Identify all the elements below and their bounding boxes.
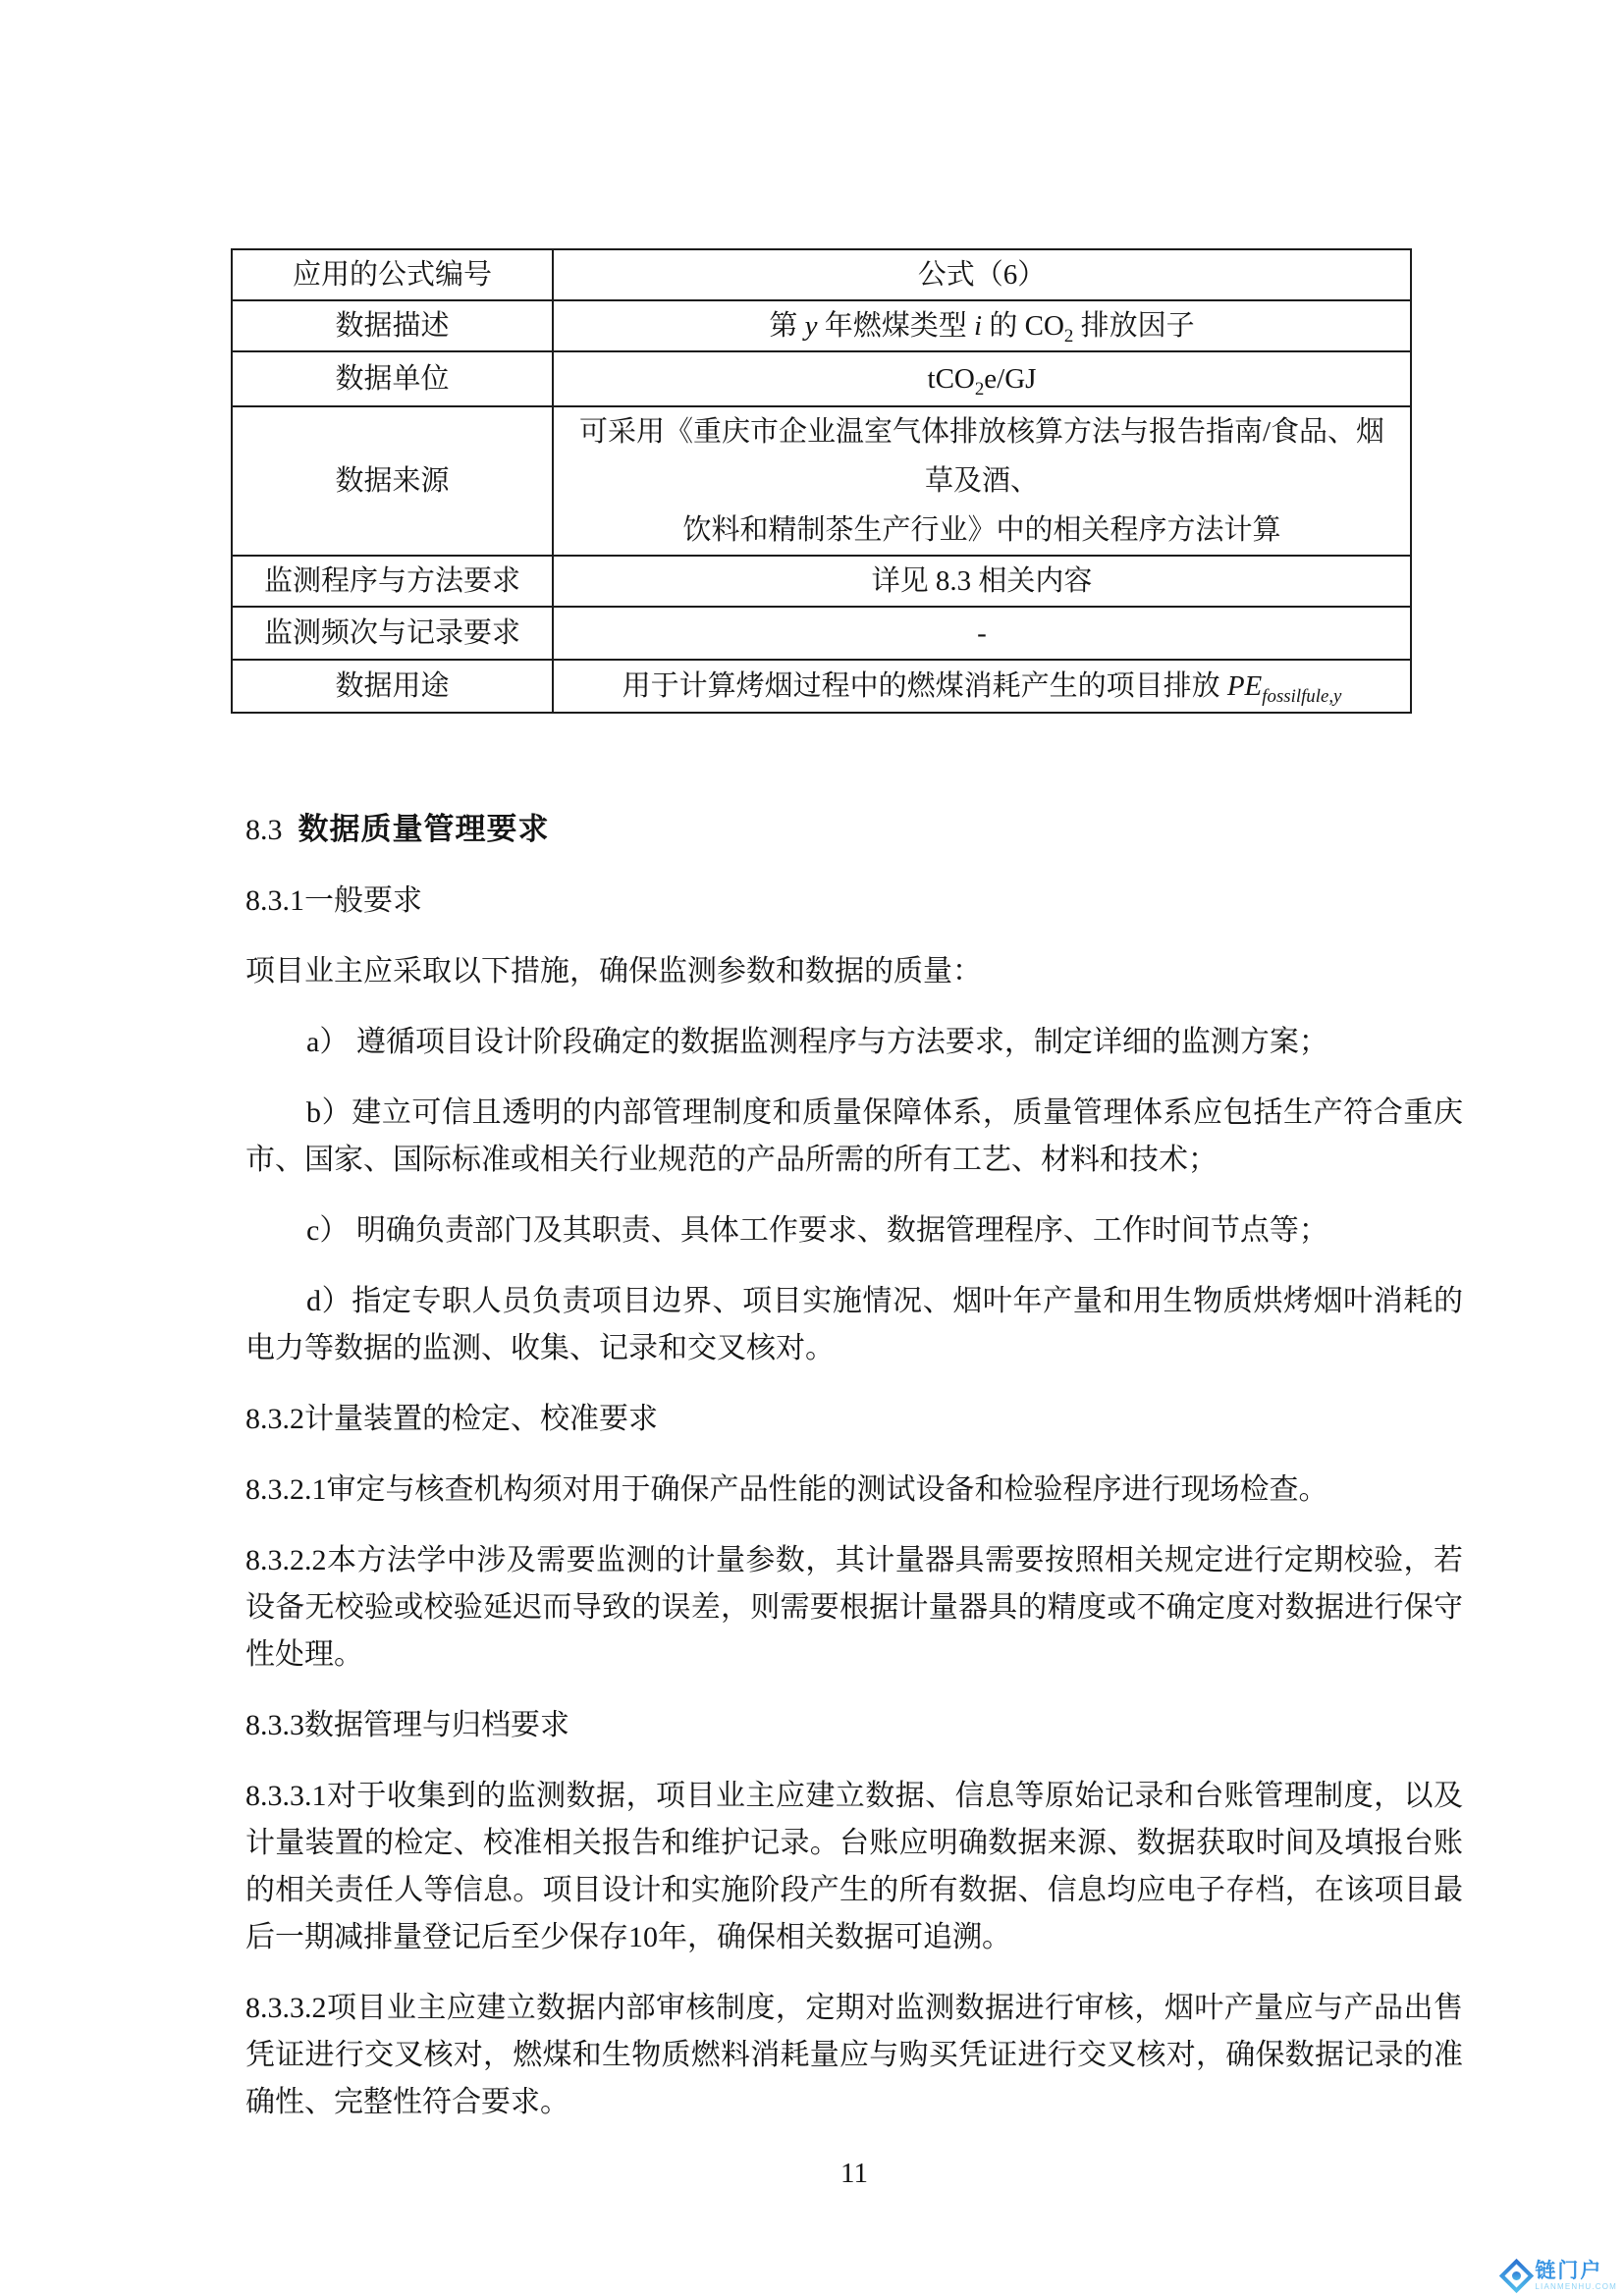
list-item-c: c） 明确负责部门及其职责、具体工作要求、数据管理程序、工作时间节点等； (306, 1214, 1328, 1247)
diamond-logo-icon (1499, 2259, 1534, 2293)
watermark-brand: 链门户 (1535, 2260, 1603, 2282)
variable-i: i (974, 309, 983, 342)
paragraph-8-3-3-2: 8.3.3.2项目业主应建立数据内部审核制度，定期对监测数据进行审核，烟叶产量应与产品出售凭证进行交叉核对，燃煤和生物质燃料消耗量应与购买凭证进行交叉核对，确保数据记录的准确性、完整性符合要求。 (245, 1992, 1463, 2118)
table-row (232, 406, 1411, 556)
table-row (232, 556, 1411, 607)
row-label-cell: 监测程序与方法要求 (232, 556, 553, 607)
subscript: 2 (1063, 325, 1074, 347)
table-row (232, 607, 1411, 660)
section-title: 数据质量管理要求 (298, 812, 550, 846)
paragraph-8-3-2-2: 8.3.2.2本方法学中涉及需要监测的计量参数，其计量器具需要按照相关规定进行定期校验，若设备无校验或校验延迟而导致的误差，则需要根据计量器具的精度或不确定度对数据进行保守性处理。 (245, 1544, 1463, 1671)
text-run: tCO (927, 362, 975, 395)
row-value-cell (553, 351, 1411, 406)
row-label-cell: 数据用途 (232, 660, 553, 713)
row-label-cell: 数据描述 (232, 300, 553, 351)
subscript: fossilfule,y (1262, 685, 1342, 707)
row-value-cell: 详见 8.3 相关内容 (553, 556, 1411, 607)
lianmenhu-watermark (1504, 2261, 1617, 2291)
row-label-cell: 监测频次与记录要求 (232, 607, 553, 660)
row-label-cell: 应用的公式编号 (232, 249, 553, 300)
row-value-cell (553, 660, 1411, 713)
list-item-a: a） 遵循项目设计阶段确定的数据监测程序与方法要求，制定详细的监测方案； (306, 1026, 1328, 1058)
subscript: 2 (974, 378, 985, 400)
paragraph-intro: 项目业主应采取以下措施，确保监测参数和数据的质量： (245, 955, 982, 988)
watermark-domain: LIANMENHU.COM (1535, 2282, 1617, 2291)
text-run: 的 CO (982, 309, 1064, 342)
table-row (232, 351, 1411, 406)
text-run: 第 (769, 309, 805, 342)
text-run: 年燃煤类型 (817, 309, 975, 342)
section-heading-8-3 (245, 806, 1463, 854)
subsection-heading-8-3-3: 8.3.3数据管理与归档要求 (245, 1709, 569, 1741)
row-value-cell (553, 300, 1411, 351)
paragraph-8-3-2-1: 8.3.2.1审定与核查机构须对用于确保产品性能的测试设备和检验程序进行现场检查。 (245, 1473, 1328, 1506)
row-label-cell: 数据单位 (232, 351, 553, 406)
row-value-cell: 公式（6） (553, 249, 1411, 300)
table-row (232, 249, 1411, 300)
list-item-d: d）指定专职人员负责项目边界、项目实施情况、烟叶年产量和用生物质烘烤烟叶消耗的电力等数据的监测、收集、记录和交叉核对。 (245, 1285, 1463, 1364)
row-value-cell (553, 406, 1411, 556)
value-line-1: 可采用《重庆市企业温室气体排放核算方法与报告指南/食品、烟草及酒、 (578, 416, 1385, 497)
row-label-cell: 数据来源 (232, 406, 553, 556)
value-line-2: 饮料和精制茶生产行业》中的相关程序方法计算 (682, 514, 1281, 546)
subsection-heading-8-3-1: 8.3.1一般要求 (245, 884, 422, 917)
variable-PE: PE (1226, 669, 1263, 702)
text-run: 用于计算烤烟过程中的燃煤消耗产生的项目排放 (622, 669, 1227, 702)
text-run: 排放因子 (1073, 309, 1195, 342)
table-row (232, 660, 1411, 713)
variable-y: y (804, 309, 818, 342)
parameter-table (231, 248, 1412, 714)
page-number: 11 (840, 2158, 868, 2189)
table-row (232, 300, 1411, 351)
section-number: 8.3 (245, 814, 283, 846)
paragraph-8-3-3-1: 8.3.3.1对于收集到的监测数据，项目业主应建立数据、信息等原始记录和台账管理制度，以及计量装置的检定、校准相关报告和维护记录。台账应明确数据来源、数据获取时间及填报台账的相关责任人等信息。项目设计和实施阶段产生的所有数据、信息均应电子存档，在该项目最后一期减排量登记后至少保存10年，确保相关数据可追溯。 (245, 1780, 1463, 1953)
row-value-cell: - (553, 607, 1411, 660)
watermark-text (1535, 2261, 1617, 2291)
subsection-heading-8-3-2: 8.3.2计量装置的检定、校准要求 (245, 1403, 658, 1435)
text-run: e/GJ (984, 362, 1037, 395)
list-item-b: b）建立可信且透明的内部管理制度和质量保障体系，质量管理体系应包括生产符合重庆市、国家、国际标准或相关行业规范的产品所需的所有工艺、材料和技术； (245, 1096, 1463, 1176)
